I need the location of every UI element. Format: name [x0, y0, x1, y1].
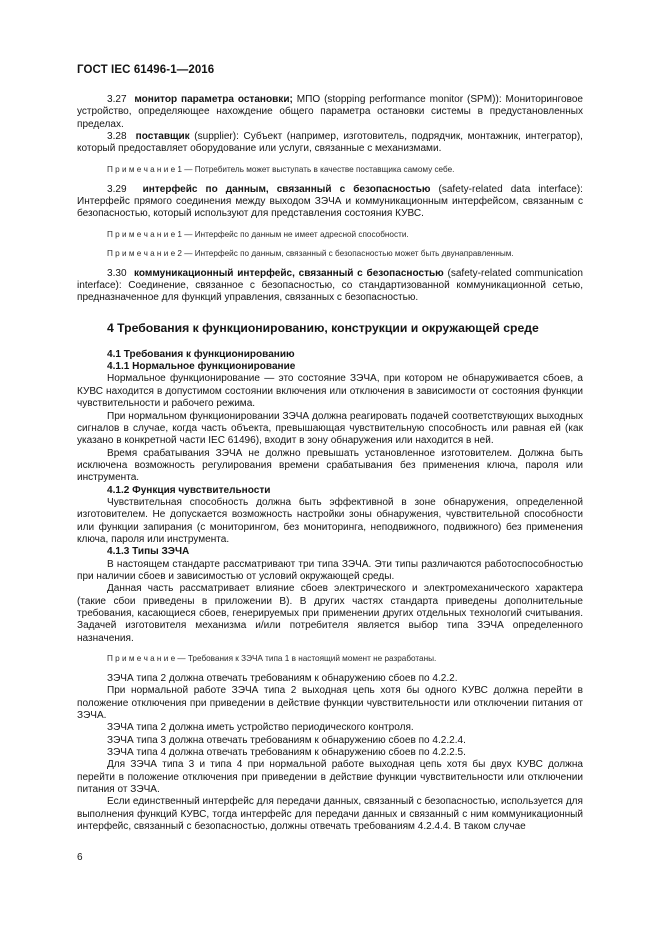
definition-3-30	[77, 268, 583, 305]
page-body	[77, 94, 583, 834]
subsection-4-1-1-heading: 4.1.1 Нормальное функционирование	[107, 361, 296, 373]
note-4-1-3	[77, 653, 583, 664]
note-3-29-2	[77, 248, 583, 259]
definition-term: монитор параметра остановки;	[134, 94, 293, 105]
subsection-4-1-3-heading: 4.1.3 Типы ЗЭЧА	[107, 546, 190, 558]
note-3-28	[77, 164, 583, 175]
definition-number: 3.29	[107, 183, 127, 195]
definition-number: 3.30	[107, 267, 127, 279]
definition-3-28	[77, 131, 583, 156]
note-label: П р и м е ч а н и е	[107, 248, 176, 258]
paragraph: Нормальное функционирование — это состояние ЗЭЧА, при котором не обнаруживается сбоев, а КУВС находится в допустимом состоянии включения или отключения в зависимости от состояния функции чувствительности и рабочего режима.	[77, 373, 583, 410]
paragraph: ЗЭЧА типа 3 должна отвечать требованиям к обнаружению сбоев по 4.2.2.4.	[107, 734, 466, 746]
paragraph: Для ЗЭЧА типа 3 и типа 4 при нормальной работе выходная цепь хотя бы двух КУВС должна перейти в положение отключения при приведении в действие функции чувствительности или отключении питания от ЗЭЧА.	[77, 759, 583, 796]
definition-3-27	[77, 94, 583, 131]
definition-term: поставщик	[135, 131, 190, 143]
subsection-4-1-2-heading: 4.1.2 Функция чувствительности	[107, 484, 271, 496]
definition-term: интерфейс по данным, связанный с безопасностью	[142, 183, 431, 195]
paragraph: В настоящем стандарте рассматривают три типа ЗЭЧА. Эти типы различаются работоспособностью при наличии сбоев и зависимостью от условий окружающей среды.	[77, 558, 583, 582]
definition-3-29	[77, 184, 583, 221]
definition-number: 3.28	[107, 131, 127, 143]
paragraph: При нормальной работе ЗЭЧА типа 2 выходная цепь хотя бы одного КУВС должна перейти в положение отключения при приведении в действие функции чувствительности или отключении питания от ЗЭЧА.	[77, 685, 583, 722]
section-4-heading: 4 Требования к функционированию, конструкции и окружающей среде	[107, 320, 539, 335]
standard-header: ГОСТ IEC 61496-1—2016	[77, 64, 215, 76]
paragraph: При нормальном функционировании ЗЭЧА должна реагировать подачей соответствующих выходных сигналов в случае, когда часть объекта, превышающая чувствительную способность или равная ей (как указано в конкретной части IEC 61496), входит в зону обнаружения или находится в ней.	[77, 410, 583, 447]
page-number: 6	[77, 852, 83, 863]
paragraph: Время срабатывания ЗЭЧА не должно превышать установленное изготовителем. Должна быть исключена возможность регулирования времени срабатывания без применения ключа, пароля или инструмента.	[77, 447, 583, 484]
subsection-4-1-heading: 4.1 Требования к функционированию	[107, 348, 295, 360]
note-text: 2 — Интерфейс по данным, связанный с безопасностью может быть двунаправленным.	[177, 248, 514, 258]
definition-text: (safety-related data interface): Интерфейс прямого соединения между выходом ЗЭЧА и коммуникационным интерфейсом, связанным с безопасностью, который используют для представления состояния КУВС.	[77, 183, 583, 220]
definition-text: МПО (stopping performance monitor (SPM)): Мониторинговое устройство, определяющее нахождение общего параметра остановки системы в предустановленных пределах.	[77, 94, 583, 130]
note-text: 1 — Интерфейс по данным не имеет адресной способности.	[177, 229, 409, 239]
paragraph: ЗЭЧА типа 2 должна отвечать требованиям к обнаружению сбоев по 4.2.2.	[107, 673, 458, 685]
note-3-29-1	[77, 229, 583, 240]
paragraph: Данная часть рассматривает влияние сбоев электрического и электромеханического характера (такие сбои приведены в приложении B). В других частях стандарта приведены дополнительные требования, касающиеся сбоев, генерируемых при применении других отдельных технологий считывания. Задачей изготовителя механизма и/или потребителя является выбор типа ЗЭЧА определенного назначения.	[77, 583, 583, 644]
paragraph: Чувствительная способность должна быть эффективной в зоне обнаружения, определенной изготовителем. Не допускается возможность настройки зоны обнаружения, чувствительной способности или функции запирания (с мониторингом, без мониторинга, неподвижного, подвижного) без применения ключа, пароля или инструмента.	[77, 496, 583, 545]
definition-number: 3.27	[107, 94, 127, 105]
note-label: П р и м е ч а н и е	[107, 654, 176, 664]
paragraph: ЗЭЧА типа 2 должна иметь устройство периодического контроля.	[107, 722, 414, 734]
paragraph: Если единственный интерфейс для передачи данных, связанный с безопасностью, используется для выполнения функций КУВС, тогда интерфейс для передачи данных и связанный с ним коммуникационный интерфейс, связанный с безопасностью, должны отвечать требованиям 4.2.4.4. В таком случае	[77, 796, 583, 833]
definition-text: (supplier): Субъект (например, изготовитель, подрядчик, монтажник, интегратор), который предоставляет оборудование или услуги, связанные с механизмами.	[77, 131, 583, 155]
note-text: 1 — Потребитель может выступать в качестве поставщика самому себе.	[177, 164, 455, 174]
definition-text: (safety-related communication interface): Соединение, связанное с безопасностью, со стандартизованной коммуникационной сетью, предназначенное для функций управления, связанных с безопасностью.	[77, 267, 583, 304]
note-label: П р и м е ч а н и е	[107, 229, 176, 239]
note-text: — Требования к ЗЭЧА типа 1 в настоящий момент не разработаны.	[177, 654, 437, 664]
paragraph: ЗЭЧА типа 4 должна отвечать требованиям к обнаружению сбоев по 4.2.2.5.	[107, 747, 466, 759]
note-label: П р и м е ч а н и е	[107, 164, 176, 174]
definition-term: коммуникационный интерфейс, связанный с безопасностью	[134, 267, 444, 279]
